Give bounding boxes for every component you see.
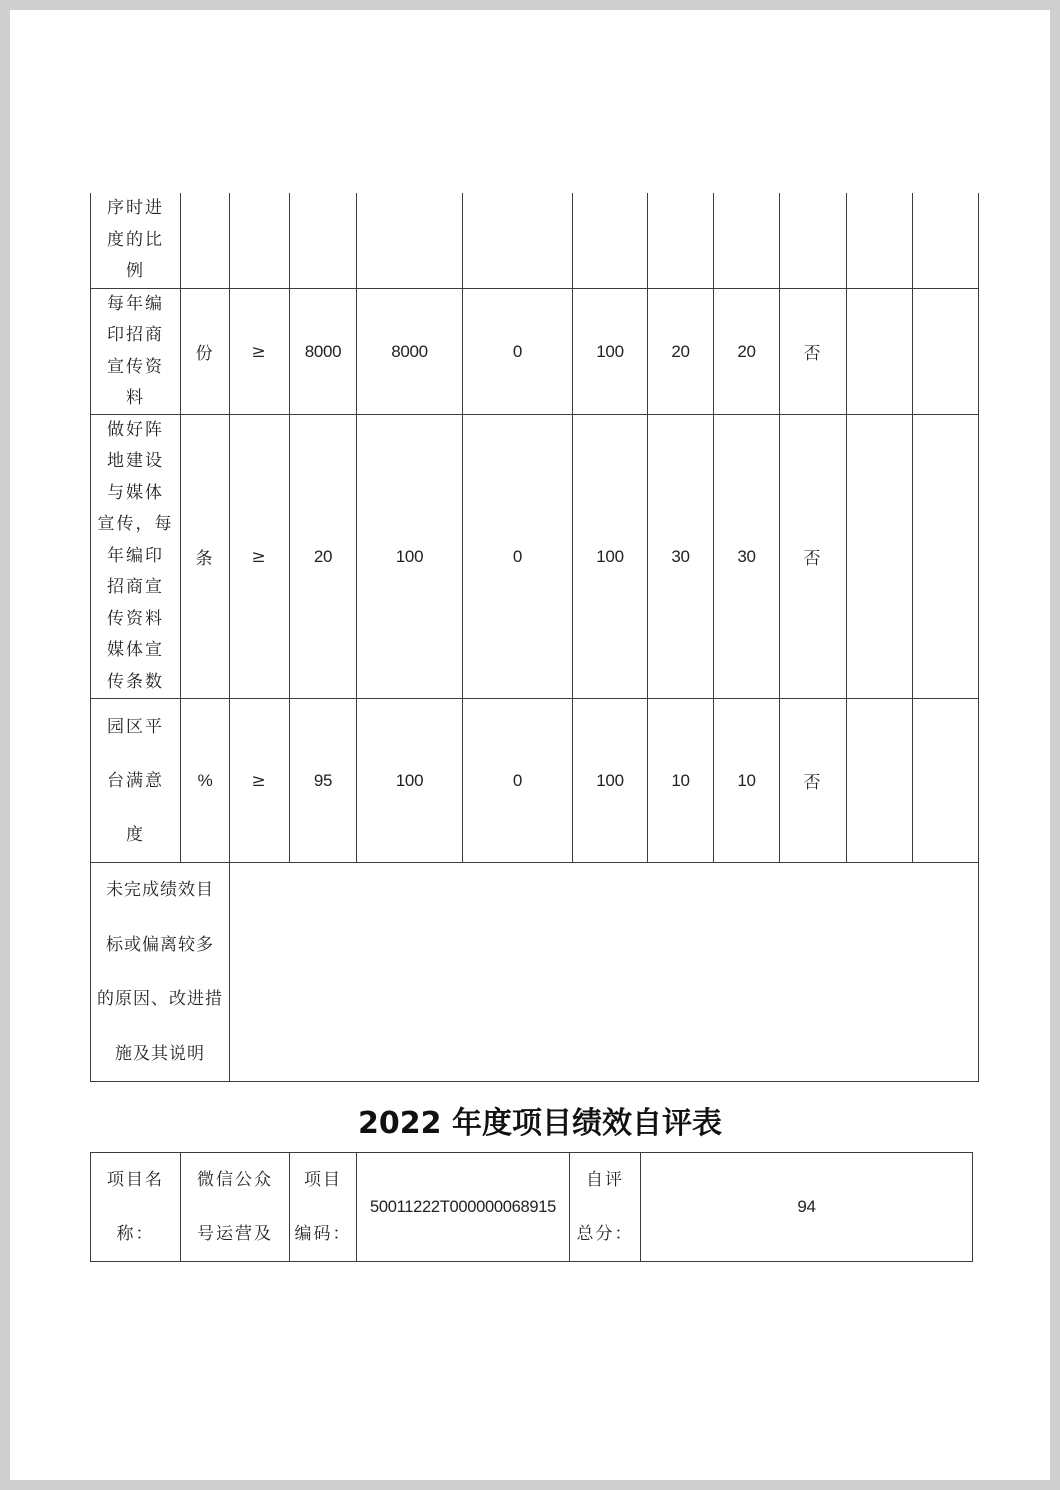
table-row-indicator: 每年编 印招商 宣传资 料 [107,293,164,408]
table-cell-target: 20 [313,546,333,566]
table-cell-score: 20 [671,341,690,361]
table-cell-self-score: 20 [737,341,756,361]
table-cell-deviation: 0 [512,546,523,566]
table-cell-score: 30 [671,546,690,566]
table-cell-actual: 8000 [391,341,428,361]
table-cell-operator: ≥ [251,770,268,791]
table-cell-weight: 100 [596,770,624,790]
explanation-value [230,863,978,1081]
page-title: 2022 年度项目绩效自评表 [358,1106,722,1141]
table-cell-unit: 份 [195,344,215,364]
explanation-label: 未完成绩效目 标或偏离较多 的原因、改进措 施及其说明 [97,880,223,1064]
table-cell-weight: 100 [596,546,624,566]
table-cell-deviation-flag: 否 [803,344,823,364]
table-row-indicator: 做好阵 地建设 与媒体 宣传，每 年编印 招商宣 传资料 媒体宣 传条数 [97,419,174,692]
table-row-indicator: 序时进 度的比 例 [107,198,164,282]
table-row-indicator: 园区平 台满意 度 [107,716,164,845]
table-cell-unit: % [197,770,213,790]
table-cell-operator: ≥ [251,546,268,567]
table-cell-actual: 100 [395,546,424,566]
score-label: 自评 总分： [576,1170,634,1244]
project-name-value: 微信公众 号运营及 [197,1170,273,1244]
score-value: 94 [797,1197,816,1216]
table-cell-actual: 100 [395,770,424,790]
project-code-label: 项目 编码： [294,1170,352,1244]
table-cell-deviation: 0 [512,770,523,790]
table-cell-unit: 条 [195,549,215,569]
table-cell-operator: ≥ [251,341,268,362]
table-cell-deviation-flag: 否 [803,549,823,569]
project-code-value: 50011222T000000068915 [369,1197,557,1216]
table-cell-self-score: 10 [737,770,756,790]
document-page [10,10,1050,1480]
table-cell-self-score: 30 [737,546,756,566]
table-cell-target: 8000 [304,341,342,361]
table-cell-weight: 100 [596,341,624,361]
table-cell-score: 10 [671,770,690,790]
table-cell-deviation-flag: 否 [803,773,823,793]
project-name-label: 项目名 称： [107,1170,164,1244]
table-cell-deviation: 0 [512,341,523,361]
table-cell-target: 95 [313,770,333,790]
